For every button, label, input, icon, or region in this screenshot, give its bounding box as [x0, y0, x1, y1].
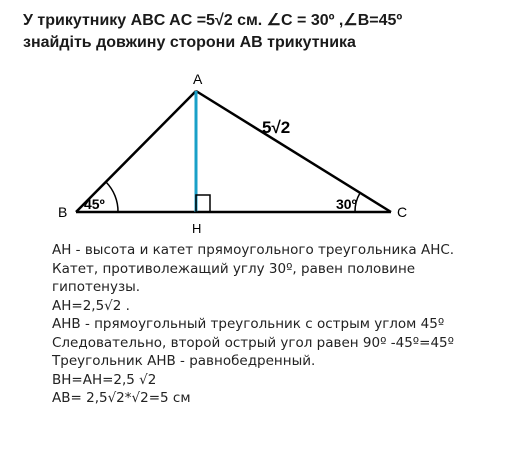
side-ac — [196, 91, 391, 212]
problem-line-1: У трикутнику ABC AC =5√2 см. ∠C = 30º ,∠B=45º — [23, 12, 403, 29]
foot-h-label: H — [192, 221, 202, 236]
solution-line: AB= 2,5√2*√2=5 см — [52, 390, 191, 406]
solution-line: гипотенузы. — [52, 279, 141, 295]
solution-line: BH=AH=2,5 √2 — [52, 371, 157, 388]
solution-line: AH=2,5√2 . — [52, 297, 130, 314]
vertex-b-label: B — [58, 204, 68, 220]
angle-b-arc — [106, 182, 118, 212]
side-ac-length-label: 5√2 — [262, 118, 291, 137]
solution-line: AH - высота и катет прямоугольного треугольника AHC. — [52, 242, 455, 258]
angle-b-value-label: 45º — [84, 196, 105, 212]
problem-line-2: знайдіть довжину сторони AB трикутника — [23, 34, 356, 51]
vertex-c-label: C — [397, 204, 408, 220]
solution-line: AHB - прямоугольный треугольник с острым углом 45º — [52, 316, 445, 332]
vertex-a-label: A — [193, 71, 203, 87]
solution-text — [52, 241, 512, 408]
side-ab — [76, 91, 196, 212]
right-angle-marker — [196, 195, 210, 212]
angle-c-value-label: 30º — [336, 196, 357, 212]
solution-line: Следовательно, второй острый угол равен 90º -45º=45º — [52, 334, 454, 351]
solution-line: Катет, противолежащий углу 30º, равен половине — [52, 260, 416, 277]
solution-line: Треугольник AHB - равнобедренный. — [52, 353, 316, 369]
